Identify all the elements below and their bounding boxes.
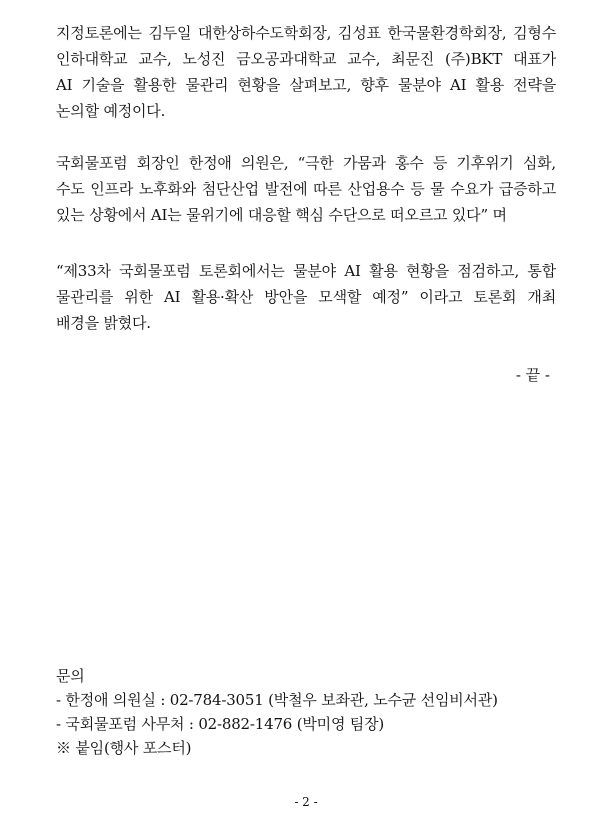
contact-title: 문의 xyxy=(56,667,85,685)
contact-line: - 한정애 의원실 : 02-784-3051 (박철우 보좌관, 노수균 선임비서관) xyxy=(56,691,498,709)
paragraph-line: 있는 상황에서 AI는 물위기에 대응할 핵심 수단으로 떠오르고 있다” 며 xyxy=(56,206,507,224)
paragraph-line: 인하대학교 교수, 노성진 금오공과대학교 교수, 최문진 (주)BKT 대표가 xyxy=(56,50,556,68)
paragraph-line: AI 기술을 활용한 물관리 현황을 살펴보고, 향후 물분야 AI 활용 전략을 xyxy=(56,76,556,94)
paragraph-line: “제33차 국회물포럼 토론회에서는 물분야 AI 활용 현황을 점검하고, 통합 xyxy=(56,262,556,280)
contact-block xyxy=(56,664,556,760)
paragraph-line: 지정토론에는 김두일 대한상하수도학회장, 김성표 한국물환경학회장, 김형수 xyxy=(56,24,556,42)
page-number: - 2 - xyxy=(294,795,318,809)
paragraph-line: 수도 인프라 노후화와 첨단산업 발전에 따른 산업용수 등 물 수요가 급증하고 xyxy=(56,180,556,198)
paragraph-line: 물관리를 위한 AI 활용·확산 방안을 모색할 예정” 이라고 토론회 개최 xyxy=(56,288,556,306)
paragraph-panel-discussion xyxy=(56,20,556,124)
paragraph-chair-quote xyxy=(56,150,556,228)
contact-line: - 국회물포럼 사무처 : 02-882-1476 (박미영 팀장) xyxy=(56,715,385,733)
paragraph-line: 국회물포럼 회장인 한정애 의원은, “극한 가뭄과 홍수 등 기후위기 심화, xyxy=(56,154,556,172)
end-mark: - 끝 - xyxy=(515,366,550,384)
paragraph-line: 배경을 밝혔다. xyxy=(56,314,151,332)
paragraph-forum-background xyxy=(56,258,556,336)
paragraph-line: 논의할 예정이다. xyxy=(56,102,166,120)
attachment-note: ※ 붙임(행사 포스터) xyxy=(56,739,192,757)
